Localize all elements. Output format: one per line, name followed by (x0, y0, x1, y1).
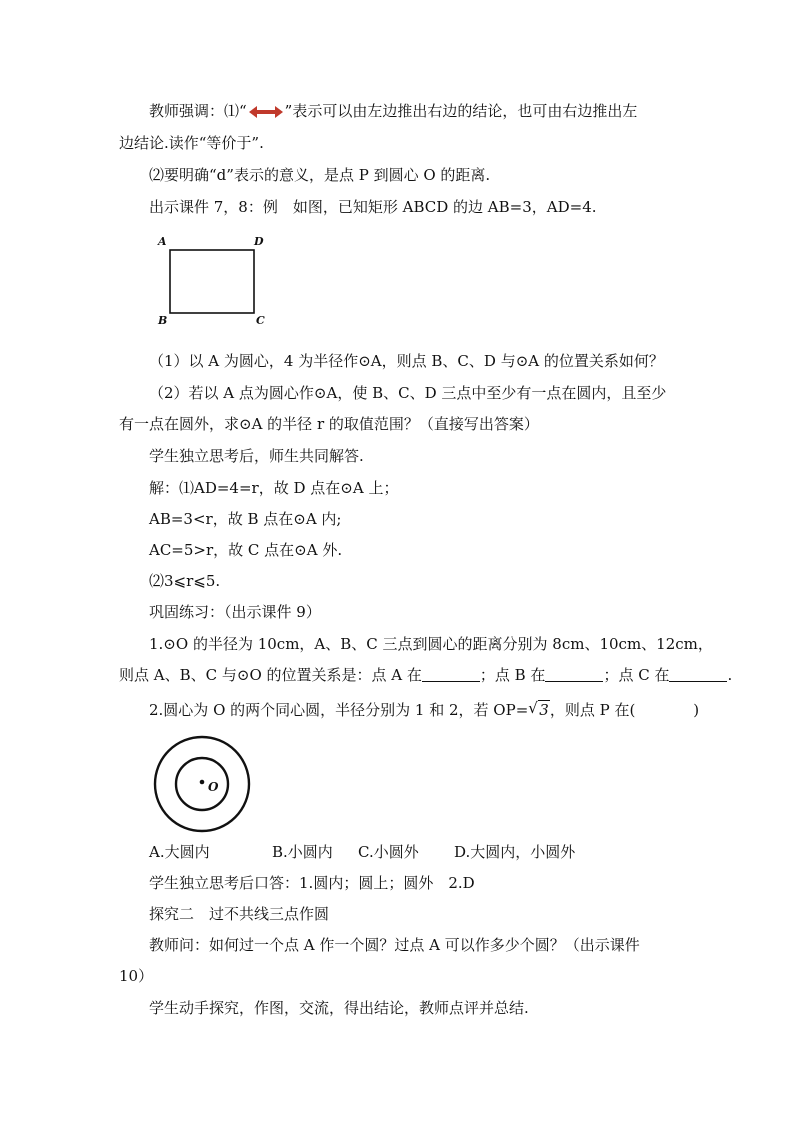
vertex-b-label: B (158, 314, 168, 327)
ex1-part-1: 则点 A、B、C 与⊙O 的位置关系是：点 A 在 (119, 666, 422, 684)
sqrt-radicand: 3 (539, 701, 549, 719)
ex2-part-3: ) (693, 701, 700, 719)
teacher-question-line-1: 教师问：如何过一个点 A 作一个圆？过点 A 可以作多少个圆？（出示课件 (149, 936, 640, 954)
exercise-1-line-1: 1.⊙O 的半径为 10cm，A、B、C 三点到圆心的距离分别为 8cm、10cm、12cm， (149, 635, 713, 653)
blank-a (422, 667, 480, 682)
radical-sign-icon: √ (528, 699, 538, 717)
vertex-a-label: A (158, 235, 167, 248)
solution-1: 解：⑴AD=4=r，故 D 点在⊙A 上； (149, 479, 399, 497)
point-2: ⑵要明确“d”表示的意义，是点 P 到圆心 O 的距离. (149, 166, 491, 184)
ex1-part-4: . (727, 666, 733, 684)
option-d: D.大圆内，小圆外 (454, 843, 576, 861)
explore-title: 探究二 过不共线三点作圆 (149, 905, 330, 923)
vertex-d-label: D (254, 235, 264, 248)
emphasis-suffix: ”表示可以由左边推出右边的结论，也可由右边推出左 (284, 102, 638, 120)
answer-line: 学生独立思考后口答：1.圆内；圆上；圆外 2.D (149, 874, 475, 892)
solution-3: AC=5>r，故 C 点在⊙A 外. (149, 541, 343, 559)
center-o-label: O (208, 780, 219, 794)
option-c: C.小圆外 (358, 843, 419, 861)
practice-heading: 巩固练习：（出示课件 9） (149, 603, 321, 621)
ex1-part-2: ；点 B 在 (479, 666, 546, 684)
question-2-line-1: （2）若以 A 点为圆心作⊙A，使 B、C、D 三点中至少有一点在圆内，且至少 (149, 384, 667, 402)
double-arrow-icon (249, 104, 283, 124)
question-1: （1）以 A 为圆心，4 为半径作⊙A，则点 B、C、D 与⊙A 的位置关系如何？ (149, 352, 664, 370)
ex2-part-2: ，则点 P 在( (549, 701, 636, 719)
sqrt-expression (528, 700, 550, 720)
think-note: 学生独立思考后，师生共同解答. (149, 447, 364, 465)
concentric-circles-figure (151, 734, 255, 842)
ex2-part-1: 2.圆心为 O 的两个同心圆，半径分别为 1 和 2，若 OP= (149, 701, 529, 719)
rectangle-figure (152, 234, 276, 334)
vertex-c-label: C (256, 314, 265, 327)
emphasis-line-1 (149, 101, 637, 124)
example-statement: 出示课件 7，8：例 如图，已知矩形 ABCD 的边 AB=3，AD=4. (149, 198, 597, 216)
exercise-2 (149, 700, 699, 720)
emphasis-prefix: 教师强调：⑴“ (149, 102, 247, 120)
solution-2: AB=3<r，故 B 点在⊙A 内; (149, 510, 342, 528)
emphasis-line-2: 边结论.读作“等价于”. (119, 134, 264, 152)
exercise-1-line-2 (119, 665, 732, 685)
blank-b (545, 667, 603, 682)
question-2-line-2: 有一点在圆外，求⊙A 的半径 r 的取值范围？（直接写出答案） (119, 415, 539, 433)
blank-c (669, 667, 727, 682)
teacher-question-line-2: 10） (119, 967, 154, 985)
solution-4: ⑵3⩽r⩽5. (149, 572, 221, 590)
option-b: B.小圆内 (272, 843, 333, 861)
student-activity: 学生动手探究，作图，交流，得出结论，教师点评并总结. (149, 999, 529, 1017)
ex1-part-3: ；点 C 在 (603, 666, 670, 684)
option-a: A.大圆内 (149, 843, 210, 861)
